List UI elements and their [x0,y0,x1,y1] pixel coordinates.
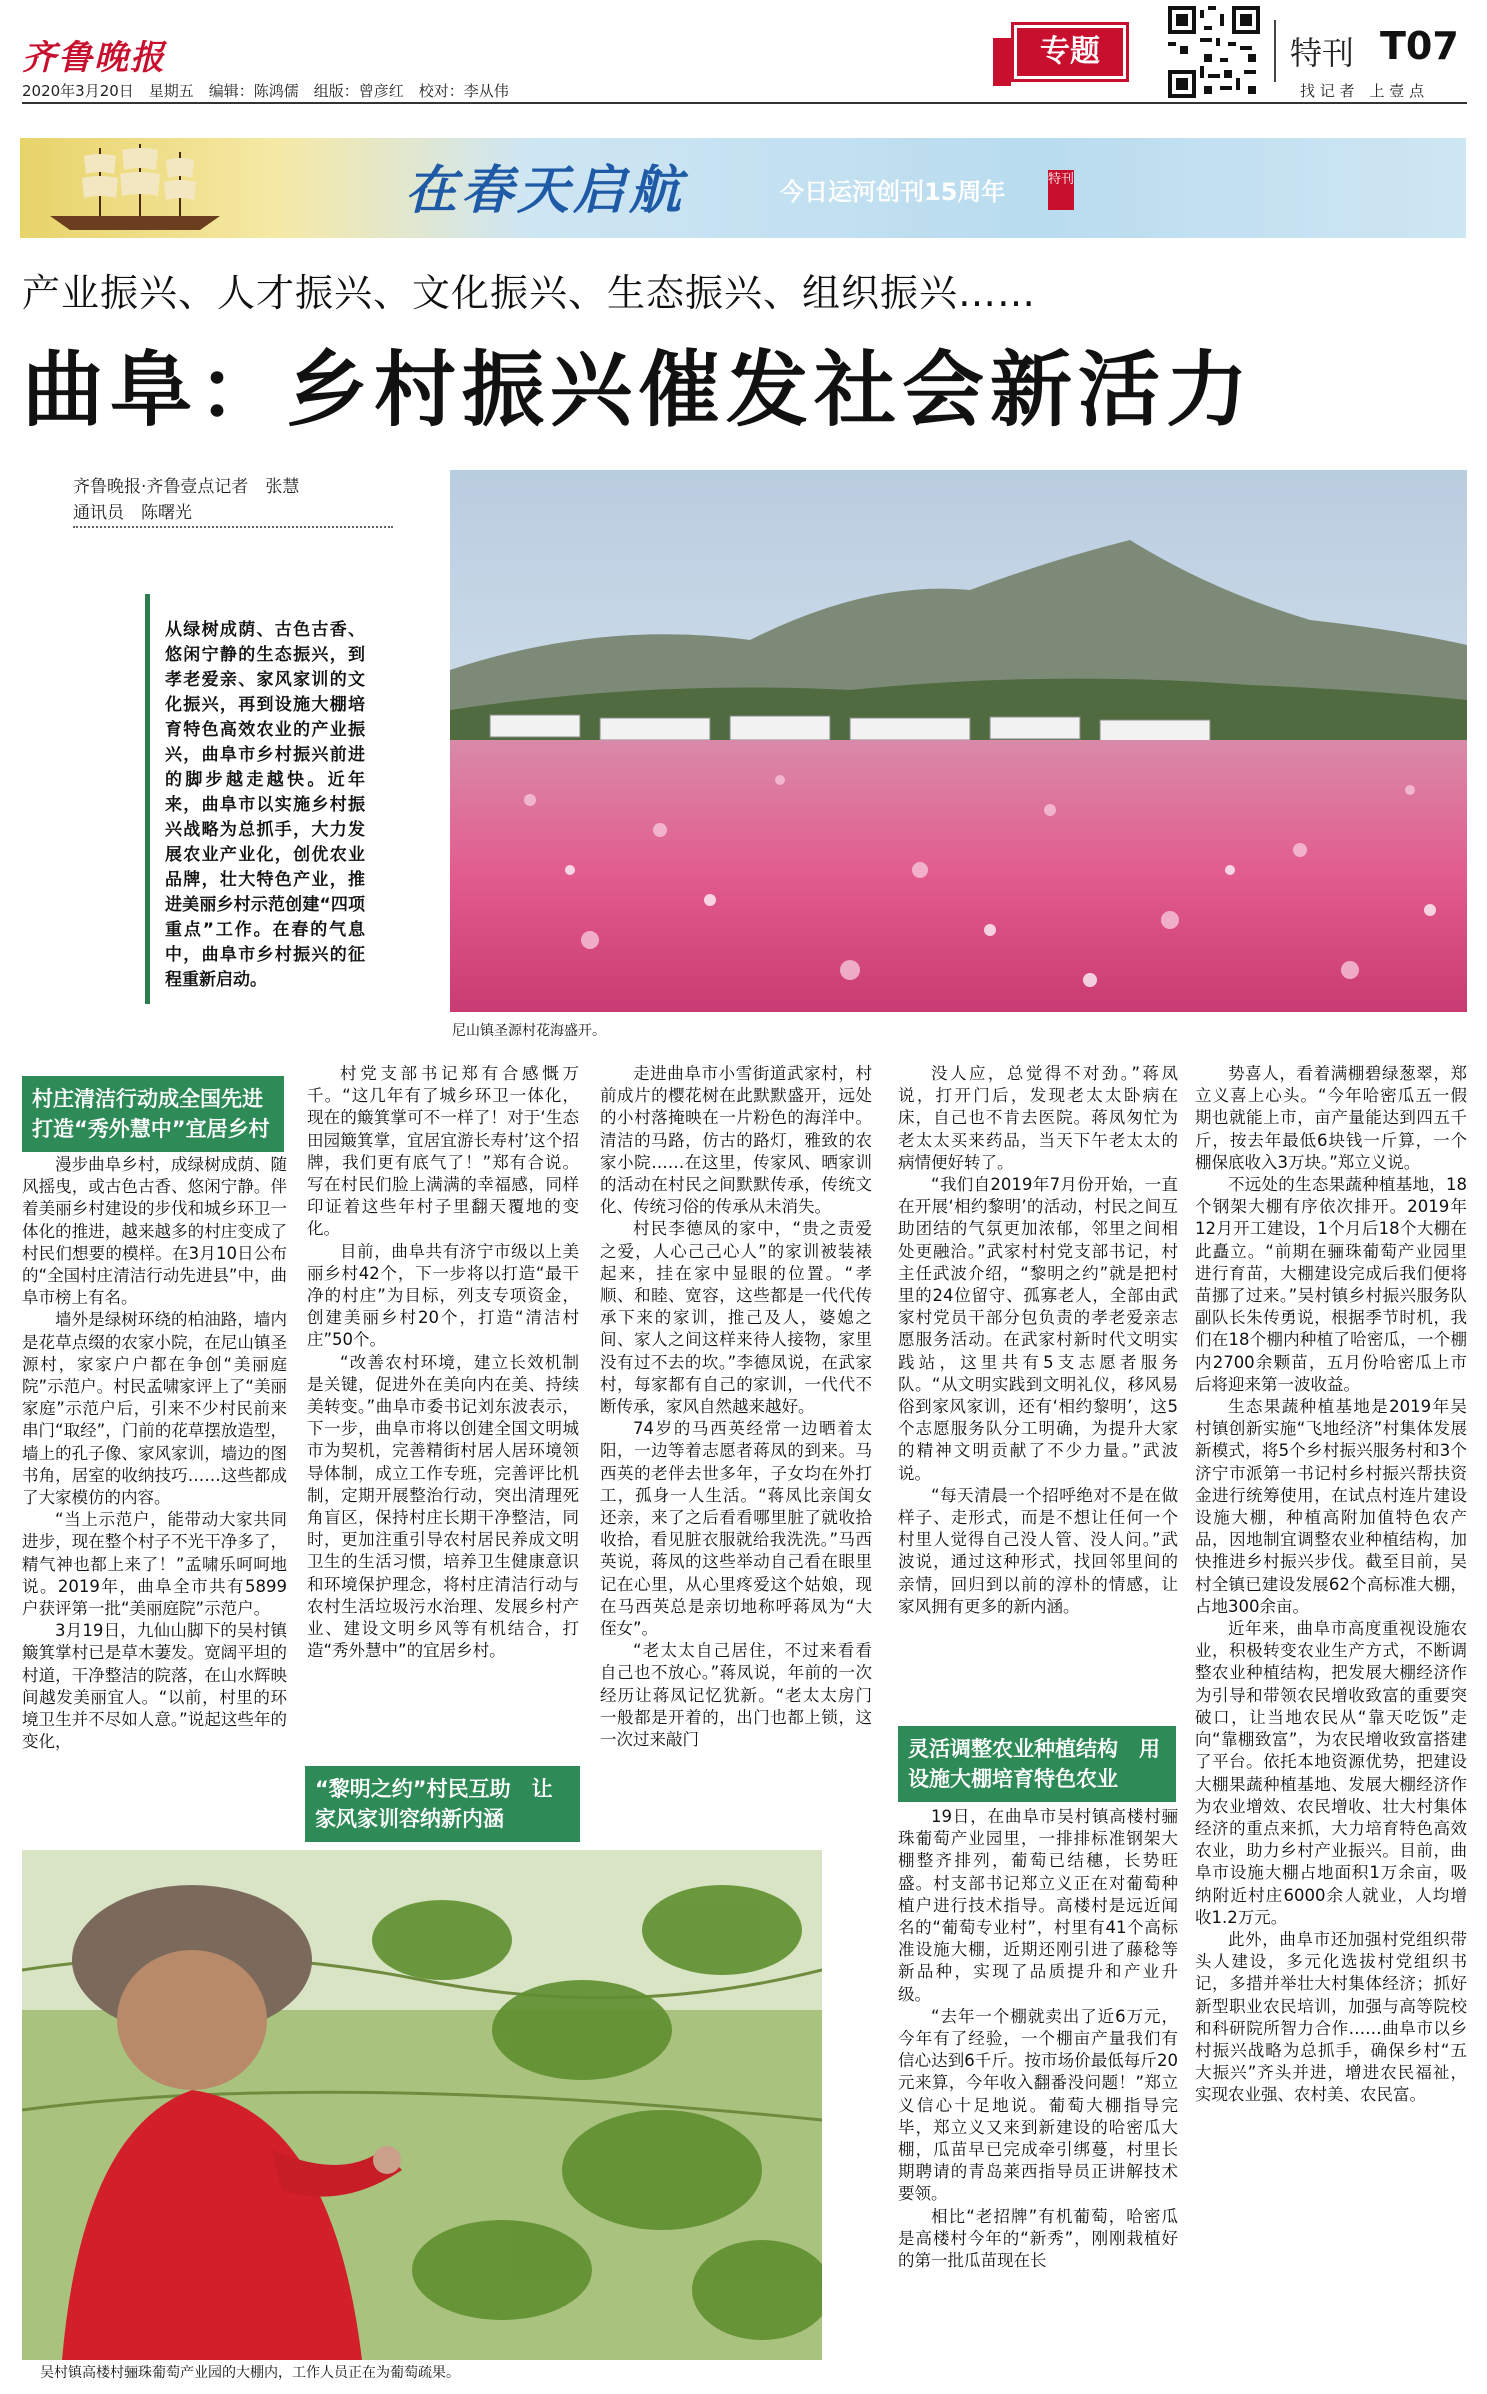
column-1-text: 漫步曲阜乡村，成绿树成荫、随风摇曳，或古色古香、悠闲宁静。伴着美丽乡村建设的步伐和城乡环卫一体化的推进，越来越多的村庄变成了村民们想要的模样。在3月10日公布的“全国村庄清洁行动先进县”中，曲阜市榜上有名。 [22,1155,287,1308]
red-accent-bar [993,38,1011,86]
paragraph: “改善农村环境，建立长效机制是关键，促进外在美向内在美、持续美转变。”曲阜市委书记刘东波表示，下一步，曲阜市将以创建全国文明城市为契机，完善精街村居人居环境领导体制，成立工作专班，完善评比机制，定期开展整治行动，突出清理死角盲区，保持村庄长期干净整洁，同时，更加注重引导农村居民养成文明卫生的生活习惯，培养卫生健康意识和环境保护理念，将村庄清洁行动与农村生活垃圾污水治理、发展乡村产业、建设文明乡风等有机结合，打造“秀外慧中”的宜居乡村。 [307,1352,579,1661]
paragraph: 村民李德凤的家中，“贵之责爱之爱，人心己己心人”的家训被装裱起来，挂在家中显眼的位置。“孝顺、和睦、宽容，这些都是一代代传承下来的家训，推己及人，婆媳之间、家人之间这样来待人接物，家里没有过不去的坎。”李德凤说，在武家村，每家都有自己的家训，一代代不断传承，家风自然越来越好。 [600,1219,872,1417]
column-5-text: 势喜人，看着满棚碧绿葱翠，郑立义喜上心头。“今年哈密瓜五一假期也就能上市，亩产量能达到四五千斤，按去年最低6块钱一斤算，一个棚保底收入3万块。”郑立义说。 [1195,1064,1467,1172]
qr-code-icon[interactable] [1168,6,1260,98]
article-column-5 [1195,1063,1467,2383]
topic-label: 专题 [1017,28,1123,76]
photo2-caption: 吴村镇高楼村骊珠葡萄产业园的大棚内，工作人员正在为葡萄疏果。 [40,2365,460,2381]
header-separator [1274,20,1276,82]
date-editor-line: 2020年3月20日 星期五 编辑：陈鸿儒 组版：曾彦红 校对：李从伟 [22,82,509,100]
paragraph: “我们自2019年7月份开始，一直在开展‘相约黎明’的活动，村民之间互助团结的气氛更加浓郁，邻里之间相处更融洽。”武家村村党支部书记，村主任武波介绍，“黎明之约”就是把村里的24位留守、孤寡老人，全部由武家村党员干部分包负责的孝老爱亲志愿服务活动。在武家村新时代文明实践站，这里共有5支志愿者服务队。“从文明实践到文明礼仪，移风易俗到家风家训，还有‘相约黎明’，这5个志愿服务队分工明确，为提升大家的精神文明贡献了不少力量。”武波说。 [898,1175,1178,1483]
intro-accent-bar [145,594,150,1004]
section-head-cleanliness: 村庄清洁行动成全国先进 打造“秀外慧中”宜居乡村 [22,1076,284,1152]
paragraph: 近年来，曲阜市高度重视设施农业，积极转变农业生产方式，不断调整农业种植结构，把发展大棚经济作为引导和带领农民增收致富的重要突破口，让当地农民从“靠天吃饭”走向“靠棚致富”，为农民增收致富搭建了平台。依托本地资源优势，把建设大棚果蔬种植基地、发展大棚经济作为农业增效、农民增收、壮大村集体经济的重点来抓，大力培育特色高效农业，助力乡村产业振兴。目前，曲阜市设施大棚占地面积1万余亩，吸纳附近村庄6000余人就业，人均增收1.2万元。 [1195,1619,1467,1927]
contact-line: 找 记 者 上 壹 点 [1300,82,1425,100]
column-3-text: 走进曲阜市小雪街道武家村，村前成片的樱花树在此默默盛开，远处的小村落掩映在一片粉色的海洋中。清洁的马路，仿古的路灯，雅致的农家小院……在这里，传家风、晒家训的活动在村民之间默默传承，传统文化、传统习俗的传承从未消失。 [600,1064,872,1217]
section-head-greenhouse: 灵活调整农业种植结构 用设施大棚培育特色农业 [898,1726,1176,1802]
page-number: T07 [1380,24,1459,68]
paragraph: 不远处的生态果蔬种植基地，18个钢架大棚有序依次排开。2019年12月开工建设，1个月后18个大棚在此矗立。“前期在骊珠葡萄产业园里进行育苗，大棚建设完成后我们便将苗挪了过来。”吴村镇乡村振兴服务队副队长朱传勇说，根据季节时机，我们在18个棚内种植了哈密瓜，一个棚内2700余颗苗，五月份哈密瓜上市后将迎来第一波收益。 [1195,1175,1467,1394]
byline-reporter: 齐鲁晚报·齐鲁壹点记者 张慧 [73,477,300,497]
flower-field-photo [450,470,1467,1012]
article-column-4 [898,1063,1178,1718]
intro-paragraph: 从绿树成荫、古色古香、悠闲宁静的生态振兴，到孝老爱亲、家风家训的文化振兴，再到设施大棚培育特色高效农业的产业振兴，曲阜市乡村振兴前进的脚步越走越快。近年来，曲阜市以实施乡村振兴战略为总抓手，大力发展农业产业化，创优农业品牌，壮大特色产业，推进美丽乡村示范创建“四项重点”工作。在春的气息中，曲阜市乡村振兴的征程重新启动。 [165,620,365,990]
sailing-ship-icon [20,138,250,238]
main-headline: 曲阜：乡村振兴催发社会新活力 [22,343,1255,438]
banner-subtitle: 今日运河创刊15周年 [780,178,1006,206]
paragraph: 74岁的马西英经常一边晒着太阳，一边等着志愿者蒋凤的到来。马西英的老伴去世多年，子女均在外打工，孤身一人生活。“蒋凤比亲闺女还亲，来了之后看看哪里脏了就收拾收拾，看见脏衣服就给我洗洗。”马西英说，蒋凤的这些举动自己看在眼里记在心里，从心里疼爱这个姑娘，现在马西英总是亲切地称呼蒋凤为“大侄女”。 [600,1419,872,1639]
section-head-dawn-pact: “黎明之约”村民互助 让家风家训容纳新内涵 [305,1766,580,1842]
article-column-1 [22,1154,287,1844]
paragraph: 目前，曲阜共有济宁市级以上美丽乡村42个，下一步将以打造“最干净的村庄”为目标，列支专项资金，创建美丽乡村20个，打造“清洁村庄”50个。 [307,1241,579,1350]
paragraph: 此外，曲阜市还加强村党组织带头人建设，多元化选拔村党组织书记，多措并举壮大村集体经济；抓好新型职业农民培训，加强与高等院校和科研院所智力合作……曲阜市以乡村振兴战略为总抓手，确保乡村“五大振兴”齐头并进，增进农民福祉，实现农业强、农村美、农民富。 [1195,1929,1467,2105]
column-4b-text: 19日，在曲阜市吴村镇高楼村骊珠葡萄产业园里，一排排标准钢架大棚整齐排列，葡萄已结穗，长势旺盛。村支部书记郑立义正在对葡萄种植户进行技术指导。高楼村是远近闻名的“葡萄专业村”，村里有41个高标准设施大棚，近期还刚引进了藤稔等新品种，实现了品质提升和产业升级。 [898,1807,1178,2004]
grape-greenhouse-photo [22,1850,822,2360]
paragraph: “每天清晨一个招呼绝对不是在做样子、走形式，而是不想让任何一个村里人觉得自己没人管、没人问。”武波说，通过这种形式，找回邻里间的亲情，回归到以前的淳朴的情感，让家风拥有更多的新内涵。 [898,1485,1178,1616]
special-issue-label: 特刊 [1290,34,1355,72]
paragraph: 墙外是绿树环绕的柏油路，墙内是花草点缀的农家小院，在尼山镇圣源村，家家户户都在争创“美丽庭院”示范户。村民孟啸家评上了“美丽家庭”示范户后，引来不少村民前来串门“取经”，门前的花草摆放造型，墙上的孔子像、家风家训，墙边的图书角，居室的收纳技巧……这些都成了大家模仿的内容。 [22,1310,287,1508]
masthead-logo: 齐鲁晚报 [22,38,166,78]
paragraph: “去年一个棚就卖出了近6万元，今年有了经验，一个棚亩产量我们有信心达到6千斤。按市场价最低每斤20元来算，今年收入翻番没问题！”郑立义信心十足地说。葡萄大棚指导完毕，郑立义又来到新建设的哈密瓜大棚，瓜苗早已完成牵引绑蔓，村里长期聘请的青岛莱西指导员正讲解技术要领。 [898,2006,1178,2204]
column-4-text: 没人应，总觉得不对劲。”蒋凤说，打开门后，发现老太太卧病在床，自己也不肯去医院。蒋凤匆忙为老太太买来药品，当天下午老太太的病情便好转了。 [898,1064,1178,1172]
paragraph: “当上示范户，能带动大家共同进步，现在整个村子不光干净多了，精气神也都上来了！”孟啸乐呵呵地说。2019年，曲阜全市共有5899户获评第一批“美丽庭院”示范户。 [22,1510,287,1619]
byline-correspondent: 通讯员 陈曙光 [73,503,192,523]
byline-rule [73,526,393,528]
kicker-headline: 产业振兴、人才振兴、文化振兴、生态振兴、组织振兴…… [22,271,1037,315]
paragraph: 相比“老招牌”有机葡萄，哈密瓜是高楼村今年的“新秀”，刚刚栽植好的第一批瓜苗现在长 [898,2206,1178,2271]
paragraph: “老太太自己居住，不过来看看自己也不放心。”蒋凤说，年前的一次经历让蒋凤记忆犹新。“老太太房门一般都是开着的，出门也都上锁，这一次过来敲门 [600,1641,872,1750]
header-rule [22,102,1467,104]
photo1-caption: 尼山镇圣源村花海盛开。 [452,1023,606,1039]
banner-tag: 特刊 [1048,170,1074,210]
article-column-2 [307,1063,579,1759]
column-2-text: 村党支部书记郑有合感慨万千。“这几年有了城乡环卫一体化，现在的簸箕掌可不一样了！对于‘生态田园簸箕掌，宜居宜游长寿村’这个招牌，我们更有底气了！”郑有合说。写在村民们脸上满满的幸福感，同样印证着这些年村子里翻天覆地的变化。 [307,1064,579,1239]
banner-title: 在春天启航 [405,160,686,221]
paragraph: 生态果蔬种植基地是2019年吴村镇创新实施“飞地经济”村集体发展新模式，将5个乡村振兴服务村和3个济宁市派第一书记村乡村振兴帮扶资金进行统筹使用，在试点村连片建设设施大棚，种植高附加值特色农产品，因地制宜调整农业种植结构，加快推进乡村振兴步伐。截至目前，吴村全镇已建设发展62个高标准大棚，占地300余亩。 [1195,1397,1467,1616]
article-column-4b [898,1806,1178,2382]
paragraph: 3月19日，九仙山脚下的吴村镇簸箕掌村已是草木萋发。宽阔平坦的村道，干净整洁的院落，在山水辉映间越发美丽宜人。“以前，村里的环境卫生并不尽如人意。”说起这些年的变化， [22,1621,287,1752]
article-column-3 [600,1063,872,1843]
